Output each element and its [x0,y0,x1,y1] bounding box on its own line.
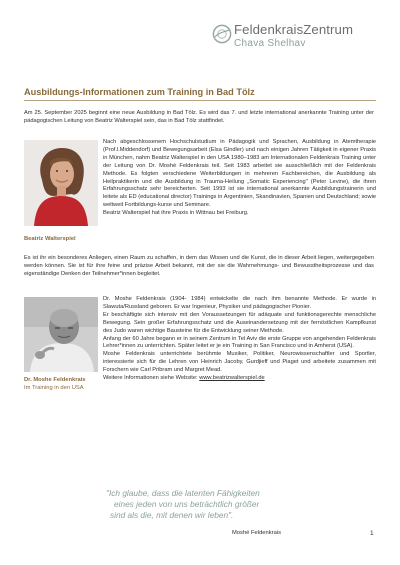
beatriz-portrait-photo [24,140,98,226]
moshe-feldenkrais-photo [24,297,98,372]
moshe-bio-p1: Dr. Moshe Feldenkrais (1904- 1984) entwickelte die nach ihm benannte Methode. Er wurde in Slawuta/Russland geboren. Er war Ingenieur, Physiker und pädagogischer Pionier. [103,296,376,310]
moshe-caption-subtitle: Im Training in den USA [24,384,84,391]
quote-author: Moshé Feldenkrais [232,530,281,536]
website-link[interactable]: www.beatrizwalterspiel.de [199,375,265,382]
beatriz-practice-text: Beatriz Walterspiel hat ihre Praxis in Wittnau bei Freiburg. [103,210,249,217]
quote-line-1: "Ich glaube, dass die latenten Fähigkeiten [106,488,260,498]
page-title: Ausbildungs-Informationen zum Training in Bad Tölz [24,87,255,97]
moshe-caption-name: Dr. Moshe Feldenkrais [24,377,86,383]
circle-logo-icon [212,24,232,44]
moshe-bio-p2: Er beschäftigte sich intensiv mit den Voraussetzungen für adäquate und funktionsgerechte menschliche Bewegung. Sein großer Erfahrungsschatz und die Auseinandersetzung mit der fernöstlichen Kampfkunst des Judo waren wichtige Bausteine für die Entwicklung seiner Methode. [103,311,376,334]
more-info-line [103,375,376,383]
title-divider [24,100,376,101]
moshe-bio-p4: Moshe Feldenkrais unterrichtete berühmte Musiker, Politiker, Neurowissenschaftler und Sportler, interessierte sich für die Lehren von Heinrich Jacoby, Gurdjieff und Piaget und arbeitete zusammen mit Forschern wie Carl Pribram und Margret Mead. [103,351,376,374]
beatriz-bio-text: Nach abgeschlossenem Hochschulstudium in Pädagogik und Sprachen, Ausbildung in Atemtherapie (Prof.l.Middendorf) und Bewegungsarbeit (Elsa Gindler) und nach einigen Jahren Tätigkeit in eigener Praxis in München, nahm Beatriz Walterspiel in den USA 1980–1983 am Internationalen Feldenkrais Training unter der Leitung von Dr. Moshé Feldenkrais teil. Seit 1983 arbeitet sie ausschließlich mit der Feldenkrais Methode. Es folgten verschiedene Weiterbildungen in mehreren Fachbereichen, die Ausbildung als Heilpraktikerin und die Ausbildung in Trauma-Heilung „Somatic Experiencing" (Peter Levine), die ihren Erfahrungsschatz sehr bereicherten. Seit 1993 ist sie international anerkannte Ausbildungstrainerin und leitete als ED (educational director) Trainings in Argentinien, Skandinavien, Spanien und Deutschland; sowie weltweit Fortbildungs-kurse und Seminare. [103,139,376,209]
more-info-prefix: Weitere Informationen siehe Website: [103,375,200,382]
logo-title: FeldenkraisZentrum [234,22,354,37]
beatriz-caption: Beatriz Walterspiel [24,236,76,242]
logo [212,20,392,54]
intro-paragraph: Am 25. September 2025 beginnt eine neue Ausbildung in Bad Tölz. Es wird das 7. und letzte international anerkannte Training unter der pädagogischen Leitung von Beatriz Walterspiel sein, das in Bad Tölz stattfindet. [24,110,374,124]
logo-subtitle: Chava Shelhav [234,38,306,49]
page-number: 1 [370,530,374,537]
moshe-bio [103,296,376,383]
mission-paragraph: Es ist ihr ein besonderes Anliegen, einen Raum zu schaffen, in dem das Wissen und die Kunst, die in dieser Arbeit liegen, weitergegeben werden können. Sie ist für ihre feine und präzise Arbeit bekannt, mit der sie die Wahrnehmungs- und Bewusstheitsprozesse und das eigenständige Denken der Teilnehmer*innen begleitet. [24,255,374,277]
quote-block [106,488,356,521]
beatriz-bio [103,139,376,218]
moshe-bio-p3: Anfang der 60 Jahre begann er in seinem Zentrum in Tel Aviv die erste Gruppe von angehenden Feldenkrais Lehrer*innen zu unterrichten. Später leitet er je ein Training in San Francisco und in Amherst (USA). [103,335,376,350]
quote-line-2: eines jeden von uns beträchtlich größer [114,499,260,509]
quote-line-3: sind als die, mit denen wir leben". [110,510,234,520]
